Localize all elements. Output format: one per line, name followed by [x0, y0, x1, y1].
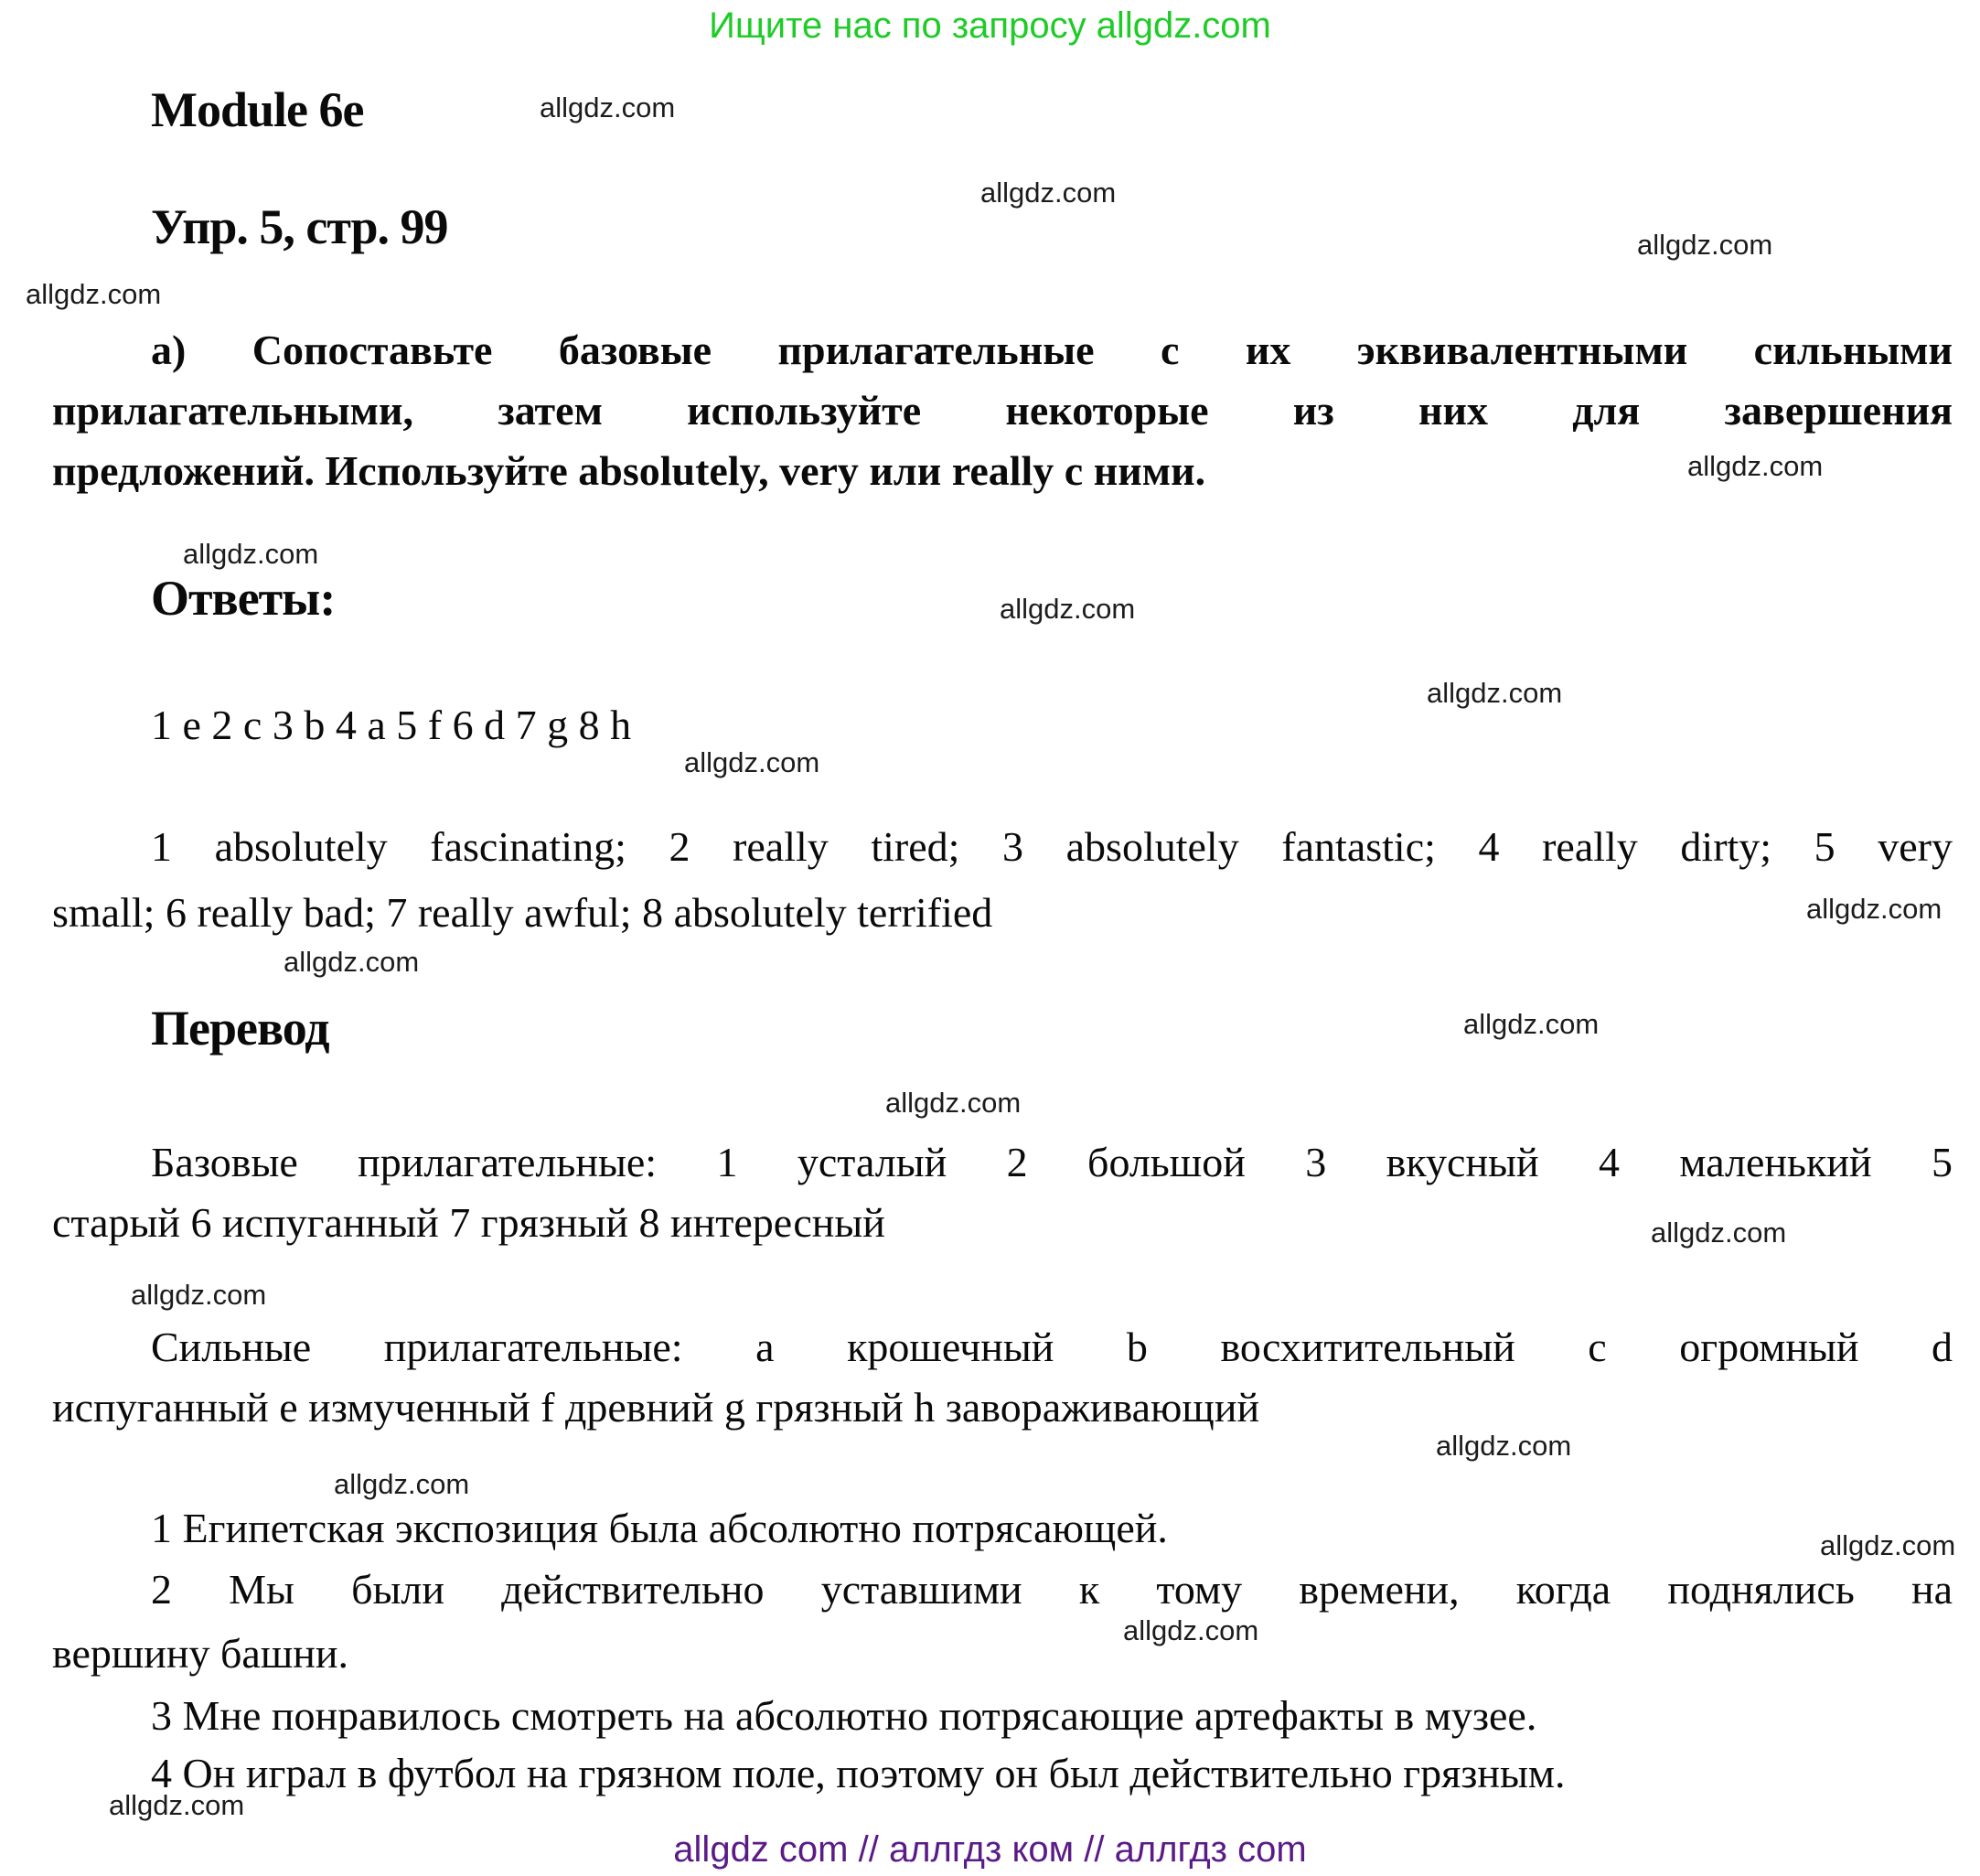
english-answers-paragraph — [52, 814, 1953, 946]
translated-sentence-1: 1 Египетская экспозиция была абсолютно потрясающей. — [151, 1505, 1168, 1551]
strong-adjectives-line: испуганный e измученный f древний g грязный h завораживающий — [52, 1384, 1260, 1431]
allgdz-watermark: allgdz.com — [183, 538, 319, 570]
allgdz-watermark: allgdz.com — [109, 1789, 245, 1821]
allgdz-watermark: allgdz.com — [1687, 450, 1824, 482]
allgdz-watermark: allgdz.com — [1820, 1529, 1956, 1561]
task-line: прилагательными, затем используйте некоторые из них для завершения — [52, 387, 1953, 434]
matching-answers: 1 e 2 c 3 b 4 a 5 f 6 d 7 g 8 h — [151, 702, 632, 748]
allgdz-watermark: allgdz.com — [334, 1468, 470, 1500]
translated-sentence-2-line: вершину башни. — [52, 1630, 348, 1677]
allgdz-watermark: allgdz.com — [684, 746, 820, 778]
basic-adjectives-line: Базовые прилагательные: 1 усталый 2 большой 3 вкусный 4 маленький 5 — [151, 1139, 1953, 1185]
basic-adjectives-line: старый 6 испуганный 7 грязный 8 интересный — [52, 1199, 885, 1246]
answers-heading: Ответы: — [151, 571, 336, 626]
allgdz-watermark: allgdz.com — [1463, 1008, 1600, 1040]
allgdz-watermark: allgdz.com — [1436, 1430, 1572, 1462]
translated-sentence-4: 4 Он играл в футбол на грязном поле, поэтому он был действительно грязным. — [151, 1750, 1566, 1796]
translation-heading: Перевод — [151, 1001, 329, 1056]
translated-sentence-3: 3 Мне понравилось смотреть на абсолютно потрясающие артефакты в музее. — [151, 1692, 1537, 1739]
translated-sentence-2 — [52, 1558, 1953, 1686]
allgdz-watermark: allgdz.com — [1806, 893, 1943, 925]
task-line: а) Сопоставьте базовые прилагательные с их эквивалентными сильными — [151, 327, 1953, 373]
translated-sentence-2-line: 2 Мы были действительно уставшими к тому времени, когда поднялись на — [151, 1566, 1953, 1613]
site-footer: allgdz com // аллгдз ком // аллгдз com — [673, 1829, 1307, 1870]
english-answers-line: 1 absolutely fascinating; 2 really tired; 3 absolutely fantastic; 4 really dirty; 5 very — [151, 823, 1953, 870]
strong-adjectives-paragraph — [52, 1317, 1953, 1438]
site-search-banner: Ищите нас по запросу allgdz.com — [709, 5, 1271, 46]
allgdz-watermark: allgdz.com — [540, 91, 676, 123]
allgdz-watermark: allgdz.com — [1123, 1614, 1259, 1646]
task-paragraph — [52, 320, 1953, 501]
allgdz-watermark: allgdz.com — [980, 177, 1117, 209]
allgdz-watermark: allgdz.com — [1651, 1217, 1787, 1249]
allgdz-watermark: allgdz.com — [885, 1087, 1022, 1119]
allgdz-watermark: allgdz.com — [1000, 593, 1136, 625]
allgdz-watermark: allgdz.com — [1637, 229, 1773, 261]
module-title: Module 6e — [151, 82, 364, 137]
allgdz-watermark: allgdz.com — [1427, 677, 1563, 709]
allgdz-watermark: allgdz.com — [131, 1279, 267, 1311]
exercise-title: Упр. 5, стр. 99 — [151, 199, 448, 254]
task-line: предложений. Используйте absolutely, very или really с ними. — [52, 447, 1206, 494]
allgdz-watermark: allgdz.com — [26, 278, 162, 310]
english-answers-line: small; 6 really bad; 7 really awful; 8 absolutely terrified — [52, 889, 993, 936]
allgdz-watermark: allgdz.com — [284, 946, 420, 978]
strong-adjectives-line: Сильные прилагательные: a крошечный b восхитительный c огромный d — [151, 1324, 1953, 1370]
